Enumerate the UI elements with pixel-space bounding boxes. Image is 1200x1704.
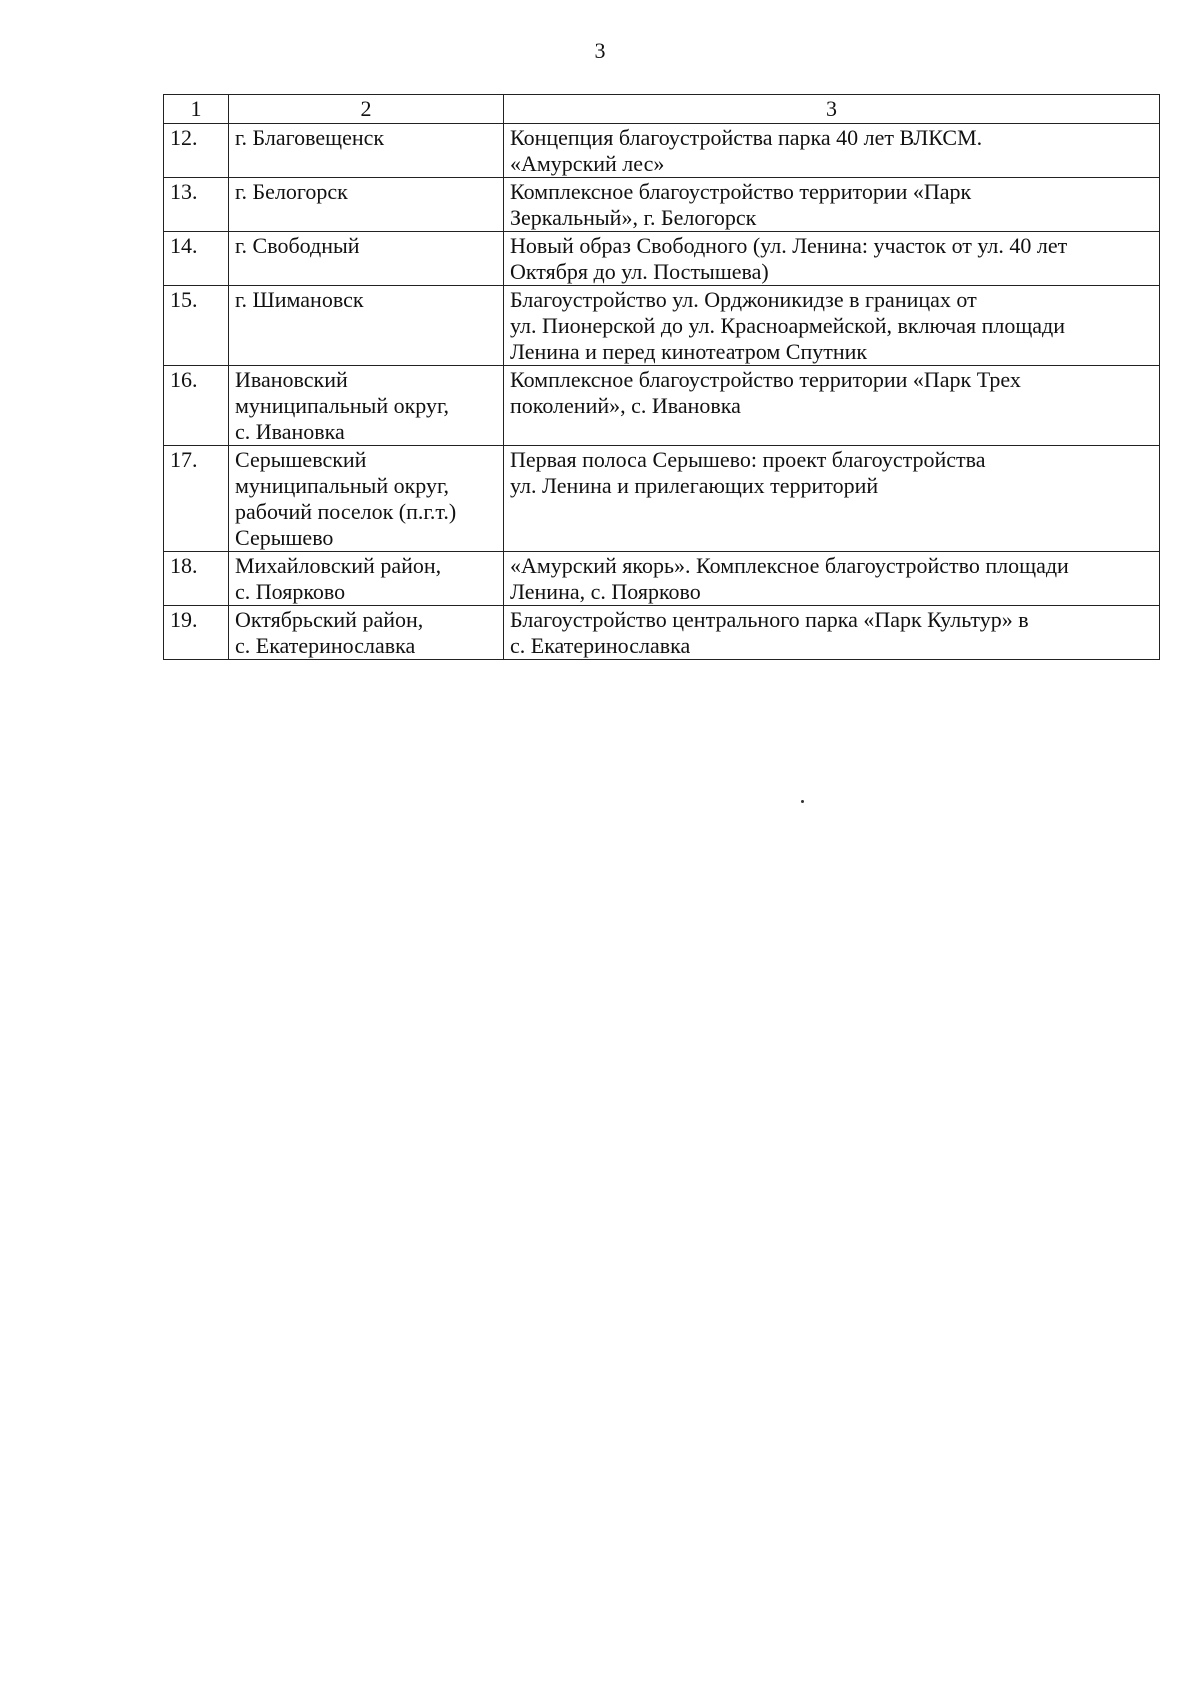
municipality-cell [229, 124, 504, 178]
row-number: 19. [164, 606, 229, 660]
project-line: ул. Пионерской до ул. Красноармейской, включая площади [510, 313, 1066, 338]
page-number: 3 [594, 38, 606, 63]
header-cell-2: 2 [229, 95, 504, 124]
municipality-line: г. Свободный [235, 233, 360, 258]
municipality-line: с. Екатеринославка [235, 633, 416, 658]
municipality-cell [229, 366, 504, 446]
municipality-cell [229, 232, 504, 286]
row-number: 14. [164, 232, 229, 286]
project-line: ул. Ленина и прилегающих территорий [510, 473, 879, 498]
project-cell [504, 286, 1160, 366]
municipality-line: муниципальный округ, [235, 473, 450, 498]
project-line: Комплексное благоустройство территории «Парк Трех [510, 367, 1021, 392]
municipality-line: с. Поярково [235, 579, 346, 604]
project-cell [504, 552, 1160, 606]
table-row [164, 286, 1160, 366]
municipality-line: рабочий поселок (п.г.т.) [235, 499, 457, 524]
table-body [164, 124, 1160, 660]
municipality-cell [229, 446, 504, 552]
project-line: поколений», с. Ивановка [510, 393, 741, 418]
municipality-line: Октябрьский район, [235, 607, 424, 632]
header-row [164, 95, 1160, 124]
row-number: 13. [164, 178, 229, 232]
municipality-cell [229, 286, 504, 366]
municipality-line: муниципальный округ, [235, 393, 450, 418]
header-cell-1: 1 [164, 95, 229, 124]
municipality-line: Серышево [235, 525, 334, 550]
project-line: Зеркальный», г. Белогорск [510, 205, 757, 230]
municipality-cell [229, 552, 504, 606]
project-line: с. Екатеринославка [510, 633, 691, 658]
municipality-line: г. Белогорск [235, 179, 348, 204]
project-line: Благоустройство центрального парка «Парк Культур» в [510, 607, 1029, 632]
table-row [164, 552, 1160, 606]
project-line: Благоустройство ул. Орджоникидзе в границах от [510, 287, 977, 312]
project-cell [504, 124, 1160, 178]
municipality-line: г. Шимановск [235, 287, 364, 312]
scan-speck [801, 800, 804, 803]
table-header [164, 95, 1160, 124]
row-number: 16. [164, 366, 229, 446]
project-line: Ленина, с. Поярково [510, 579, 701, 604]
project-cell [504, 606, 1160, 660]
table-row [164, 124, 1160, 178]
project-line: Октября до ул. Постышева) [510, 259, 769, 284]
project-line: «Амурский якорь». Комплексное благоустройство площади [510, 553, 1069, 578]
row-number: 18. [164, 552, 229, 606]
municipality-line: г. Благовещенск [235, 125, 385, 150]
row-number: 12. [164, 124, 229, 178]
municipality-line: Михайловский район, [235, 553, 442, 578]
project-line: «Амурский лес» [510, 151, 665, 176]
project-line: Первая полоса Серышево: проект благоустройства [510, 447, 986, 472]
table-row [164, 606, 1160, 660]
project-line: Новый образ Свободного (ул. Ленина: участок от ул. 40 лет [510, 233, 1068, 258]
table-row [164, 232, 1160, 286]
municipality-line: с. Ивановка [235, 419, 345, 444]
municipality-cell [229, 606, 504, 660]
header-cell-3: 3 [504, 95, 1160, 124]
project-cell [504, 232, 1160, 286]
municipality-cell [229, 178, 504, 232]
municipality-line: Серышевский [235, 447, 367, 472]
project-cell [504, 178, 1160, 232]
project-line: Комплексное благоустройство территории «Парк [510, 179, 972, 204]
project-cell [504, 366, 1160, 446]
row-number: 17. [164, 446, 229, 552]
project-line: Ленина и перед кинотеатром Спутник [510, 339, 868, 364]
table-row [164, 446, 1160, 552]
projects-table [163, 94, 1160, 660]
table-row [164, 366, 1160, 446]
municipality-line: Ивановский [235, 367, 348, 392]
project-line: Концепция благоустройства парка 40 лет ВЛКСМ. [510, 125, 983, 150]
project-cell [504, 446, 1160, 552]
table-row [164, 178, 1160, 232]
row-number: 15. [164, 286, 229, 366]
